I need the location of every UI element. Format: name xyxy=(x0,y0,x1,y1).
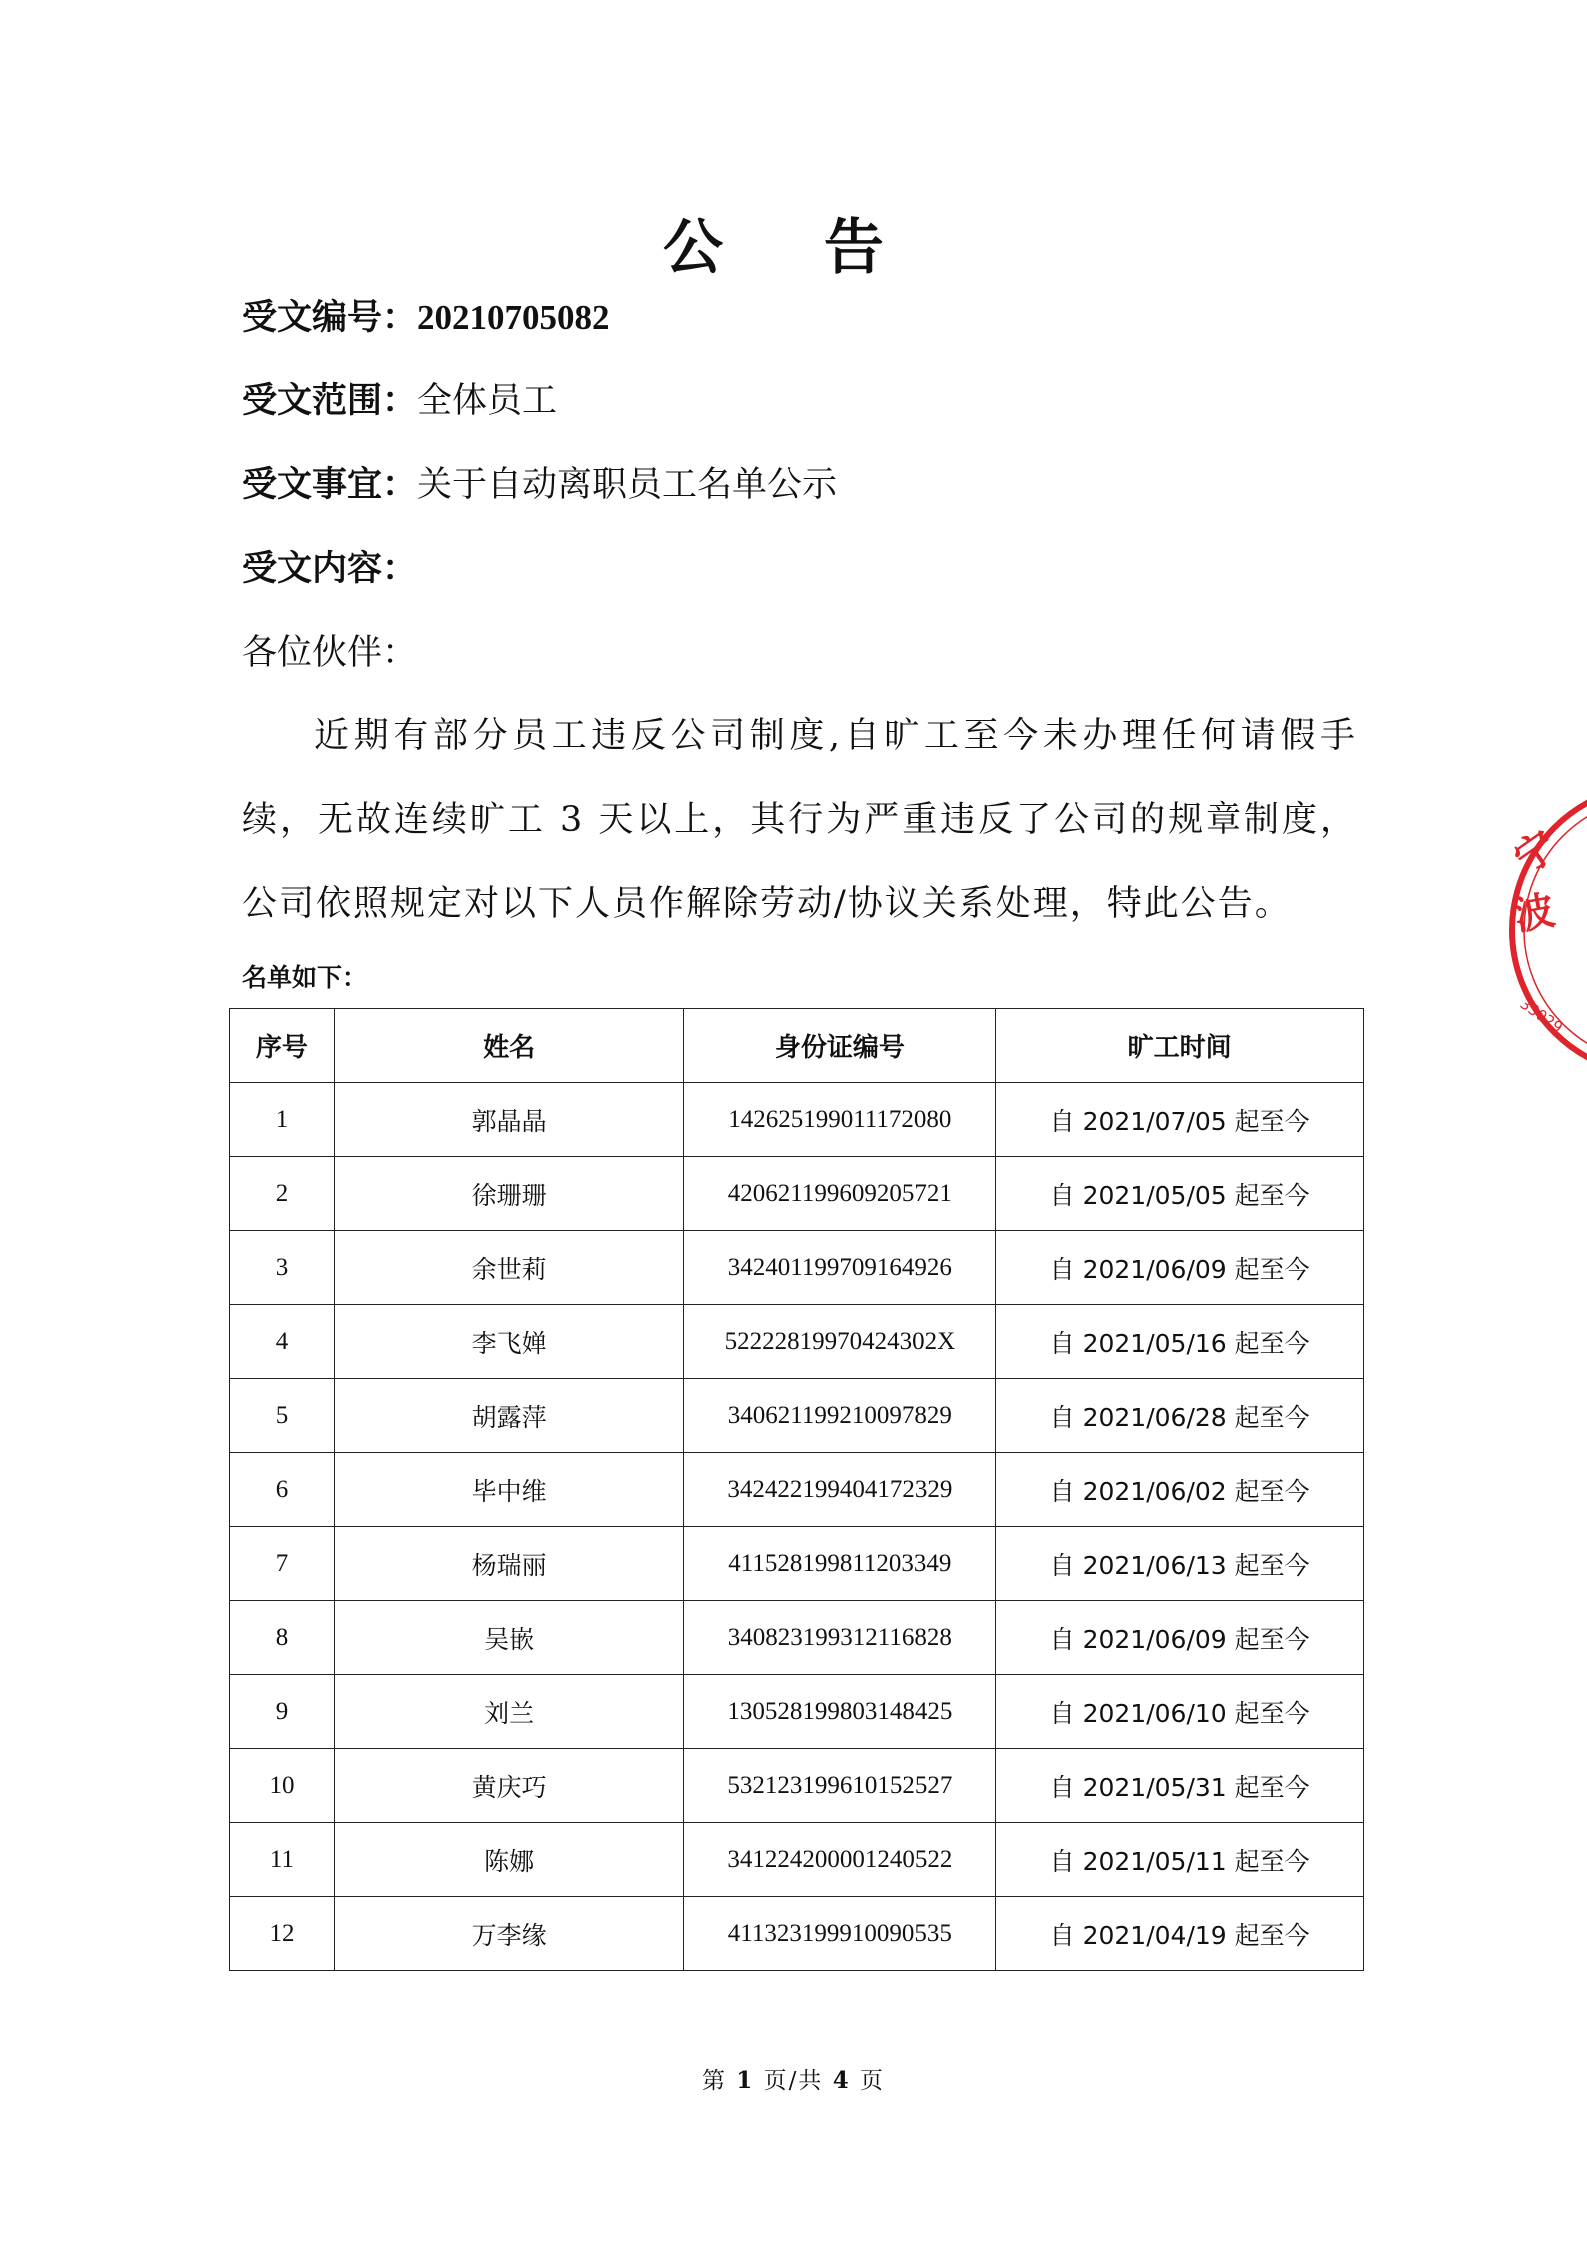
cell-index: 12 xyxy=(230,1897,335,1971)
table-row xyxy=(230,1453,1364,1527)
page-footer xyxy=(0,2062,1587,2095)
roster-table xyxy=(229,1008,1364,1971)
svg-text:波: 波 xyxy=(1510,887,1559,940)
cell-id-number: 420621199609205721 xyxy=(684,1157,996,1231)
table-row xyxy=(230,1231,1364,1305)
cell-id-number: 532123199610152527 xyxy=(684,1749,996,1823)
body-paragraph xyxy=(242,694,1357,946)
cell-id-number: 341224200001240522 xyxy=(684,1823,996,1897)
cell-name: 胡露萍 xyxy=(334,1379,684,1453)
list-label: 名单如下： xyxy=(242,963,368,992)
cell-name: 万李缘 xyxy=(334,1897,684,1971)
cell-name: 徐珊珊 xyxy=(334,1157,684,1231)
cell-index: 4 xyxy=(230,1305,335,1379)
footer-prefix: 第 xyxy=(701,2068,727,2094)
cell-id-number: 142625199011172080 xyxy=(684,1083,996,1157)
cell-absence-time: 自 2021/06/09 起至今 xyxy=(996,1601,1364,1675)
cell-id-number: 340823199312116828 xyxy=(684,1601,996,1675)
cell-index: 11 xyxy=(230,1823,335,1897)
footer-total-pages: 4 xyxy=(832,2067,851,2094)
company-seal-stamp xyxy=(1487,780,1587,1080)
cell-id-number: 411323199910090535 xyxy=(684,1897,996,1971)
meta-subject-label: 受文事宜： xyxy=(242,464,418,505)
cell-index: 9 xyxy=(230,1675,335,1749)
meta-subject-line xyxy=(242,462,837,508)
cell-name: 吴嵌 xyxy=(334,1601,684,1675)
table-row xyxy=(230,1379,1364,1453)
cell-id-number: 411528199811203349 xyxy=(684,1527,996,1601)
cell-name: 黄庆巧 xyxy=(334,1749,684,1823)
table-header-row xyxy=(230,1009,1364,1083)
cell-index: 1 xyxy=(230,1083,335,1157)
meta-number-label: 受文编号： xyxy=(242,297,418,338)
cell-index: 7 xyxy=(230,1527,335,1601)
cell-id-number: 342422199404172329 xyxy=(684,1453,996,1527)
document-title: 公 告 xyxy=(663,213,924,283)
cell-name: 刘兰 xyxy=(334,1675,684,1749)
seal-graphic xyxy=(1487,780,1587,1080)
cell-absence-time: 自 2021/06/09 起至今 xyxy=(996,1231,1364,1305)
footer-middle: 页/共 xyxy=(763,2068,824,2094)
header-absence-time: 旷工时间 xyxy=(996,1009,1364,1083)
footer-suffix: 页 xyxy=(860,2068,886,2094)
meta-scope-value: 全体员工 xyxy=(417,381,558,421)
cell-name: 余世莉 xyxy=(334,1231,684,1305)
table-row xyxy=(230,1157,1364,1231)
cell-index: 8 xyxy=(230,1601,335,1675)
cell-id-number: 342401199709164926 xyxy=(684,1231,996,1305)
table-row xyxy=(230,1083,1364,1157)
cell-absence-time: 自 2021/06/02 起至今 xyxy=(996,1453,1364,1527)
table-row xyxy=(230,1823,1364,1897)
cell-index: 6 xyxy=(230,1453,335,1527)
cell-absence-time: 自 2021/05/31 起至今 xyxy=(996,1749,1364,1823)
cell-index: 10 xyxy=(230,1749,335,1823)
meta-subject-value: 关于自动离职员工名单公示 xyxy=(417,465,838,505)
seal-lettering xyxy=(1506,823,1566,1037)
meta-number-value: 20210705082 xyxy=(417,298,610,337)
table-row xyxy=(230,1527,1364,1601)
meta-content-label: 受文内容： xyxy=(242,548,418,589)
meta-scope-line xyxy=(242,378,557,424)
cell-absence-time: 自 2021/06/28 起至今 xyxy=(996,1379,1364,1453)
svg-text:宁: 宁 xyxy=(1506,822,1566,884)
cell-name: 郭晶晶 xyxy=(334,1083,684,1157)
cell-absence-time: 自 2021/05/16 起至今 xyxy=(996,1305,1364,1379)
table-row xyxy=(230,1305,1364,1379)
greeting: 各位伙伴： xyxy=(242,633,418,673)
meta-scope-label: 受文范围： xyxy=(242,380,418,421)
header-id-number: 身份证编号 xyxy=(684,1009,996,1083)
svg-text:33029: 33029 xyxy=(1516,994,1567,1037)
meta-content-line xyxy=(242,546,417,592)
footer-page-number: 1 xyxy=(736,2067,755,2094)
cell-index: 2 xyxy=(230,1157,335,1231)
cell-id-number: 340621199210097829 xyxy=(684,1379,996,1453)
cell-id-number: 52222819970424302X xyxy=(684,1305,996,1379)
cell-name: 毕中维 xyxy=(334,1453,684,1527)
cell-absence-time: 自 2021/06/10 起至今 xyxy=(996,1675,1364,1749)
cell-absence-time: 自 2021/05/05 起至今 xyxy=(996,1157,1364,1231)
cell-name: 陈娜 xyxy=(334,1823,684,1897)
table-row xyxy=(230,1897,1364,1971)
table-row xyxy=(230,1749,1364,1823)
meta-number-line xyxy=(242,295,610,341)
cell-index: 5 xyxy=(230,1379,335,1453)
cell-absence-time: 自 2021/07/05 起至今 xyxy=(996,1083,1364,1157)
body-text: 近期有部分员工违反公司制度,自旷工至今未办理任何请假手续，无故连续旷工 3 天以上，其行为严重违反了公司的规章制度，公司依照规定对以下人员作解除劳动/协议关系处理，特此公告。 xyxy=(242,716,1357,924)
cell-name: 李飞婵 xyxy=(334,1305,684,1379)
table-row xyxy=(230,1675,1364,1749)
header-name: 姓名 xyxy=(334,1009,684,1083)
cell-name: 杨瑞丽 xyxy=(334,1527,684,1601)
cell-index: 3 xyxy=(230,1231,335,1305)
cell-absence-time: 自 2021/05/11 起至今 xyxy=(996,1823,1364,1897)
cell-absence-time: 自 2021/04/19 起至今 xyxy=(996,1897,1364,1971)
cell-id-number: 130528199803148425 xyxy=(684,1675,996,1749)
table-row xyxy=(230,1601,1364,1675)
header-index: 序号 xyxy=(230,1009,335,1083)
cell-absence-time: 自 2021/06/13 起至今 xyxy=(996,1527,1364,1601)
